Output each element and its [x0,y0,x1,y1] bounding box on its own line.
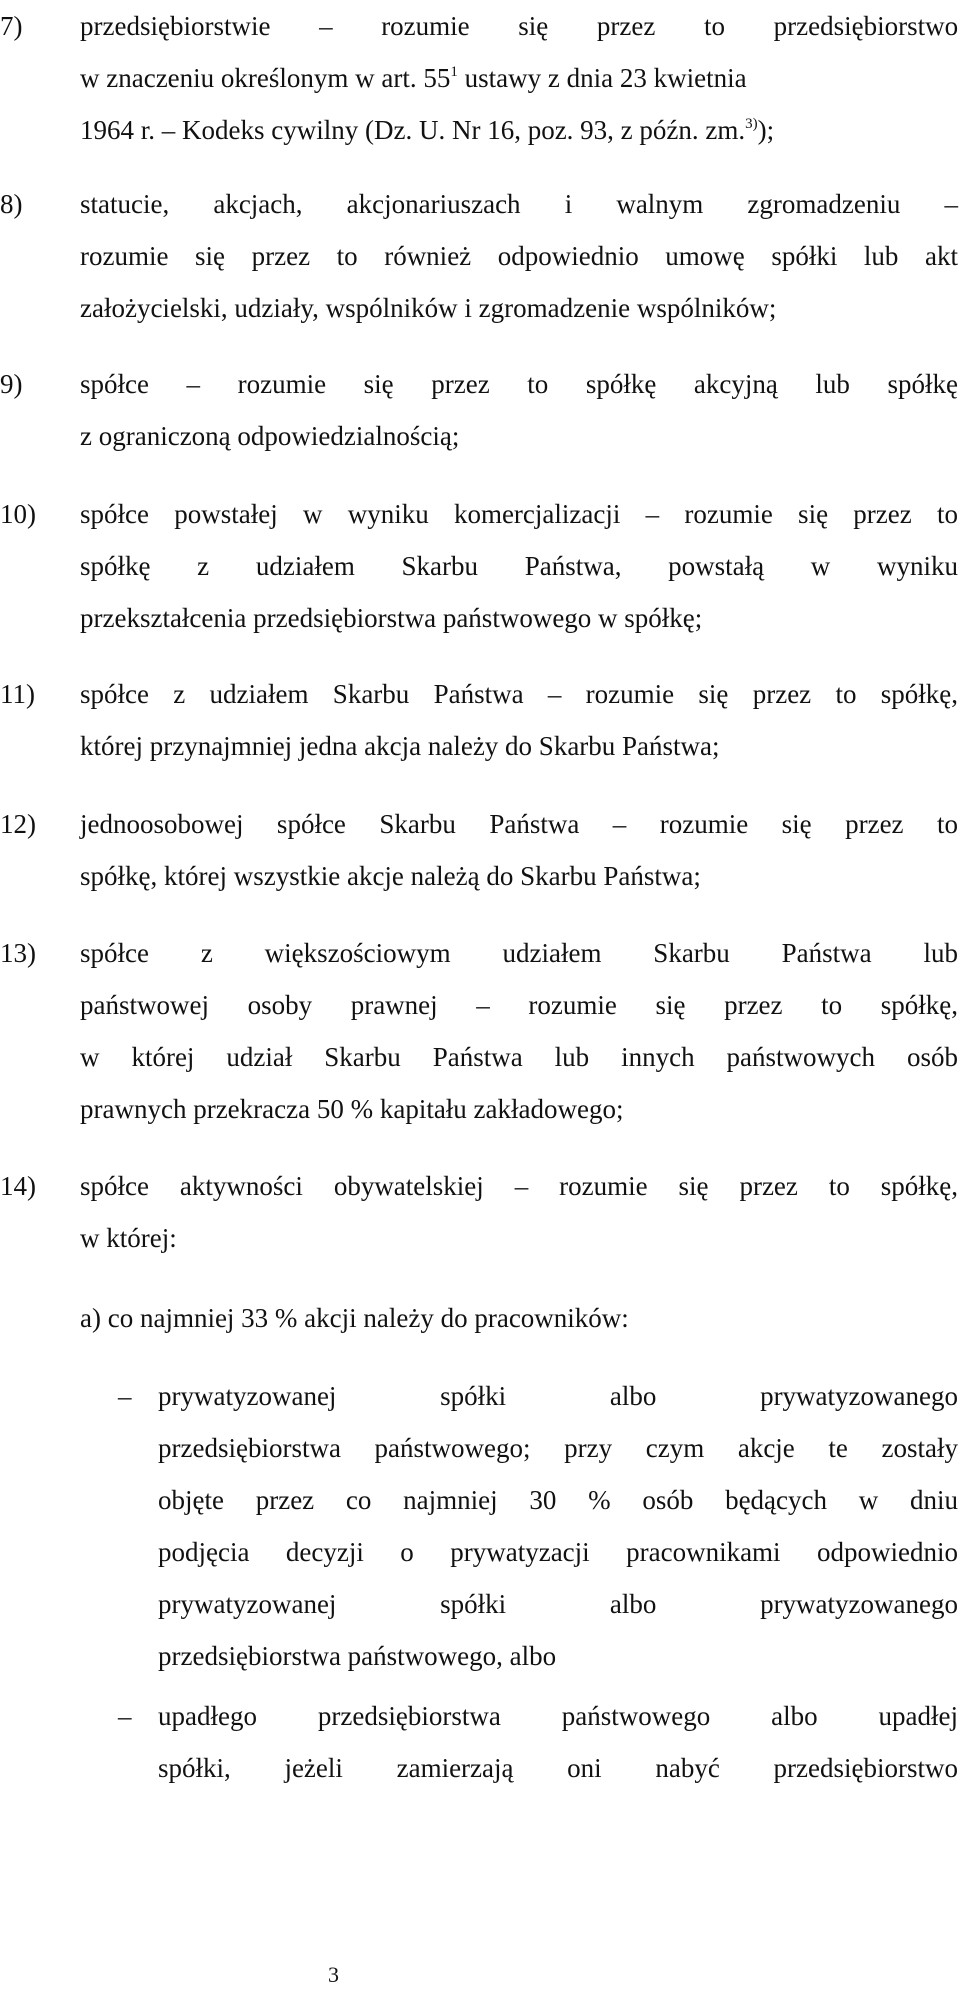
text-line: przedsiębiorstwa państwowego, albo [158,1641,557,1671]
item-text [80,668,958,772]
dash-item-text [158,1370,958,1682]
item-text [80,358,958,462]
text-line: spółce powstałej w wyniku komercjalizacji – rozumie się przez to [80,499,958,529]
text-line: państwowej osoby prawnej – rozumie się przez to spółkę, [80,990,958,1020]
text-line: prywatyzowanej spółki albo prywatyzowanego [158,1589,958,1619]
text-line: której przynajmniej jedna akcja należy do Skarbu Państwa; [80,731,720,761]
item-text [80,927,958,1135]
item-number: 11) [0,679,35,709]
sub-item-a: a) co najmniej 33 % akcji należy do pracowników: [80,1303,629,1333]
page-number: 3 [328,1962,339,1987]
text-line: przekształcenia przedsiębiorstwa państwowego w spółkę; [80,603,703,633]
text-line: objęte przez co najmniej 30 % osób będących w dniu [158,1485,958,1515]
dash-bullet: – [118,1701,132,1731]
text-line: spółce – rozumie się przez to spółkę akcyjną lub spółkę [80,369,958,399]
dash-bullet: – [118,1381,132,1411]
item-number: 8) [0,189,23,219]
text-line: spółki, jeżeli zamierzają oni nabyć przedsiębiorstwo [158,1753,958,1783]
text-line: w której udział Skarbu Państwa lub innych państwowych osób [80,1042,958,1072]
text-line: przedsiębiorstwie – rozumie się przez to przedsiębiorstwo [80,11,959,41]
text-line: spółce aktywności obywatelskiej – rozumie się przez to spółkę, [80,1171,958,1201]
text-line: statucie, akcjach, akcjonariuszach i walnym zgromadzeniu – [80,189,958,219]
item-number: 7) [0,11,23,41]
text-line: rozumie się przez to również odpowiednio umowę spółki lub akt [80,241,958,271]
item-number: 9) [0,369,23,399]
item-number: 13) [0,938,36,968]
text-line: w znaczeniu określonym w art. $55^1$ ustawy z dnia 23 kwietnia [80,63,747,93]
text-line: z ograniczoną odpowiedzialnością; [80,421,460,451]
dash-item-text [158,1690,958,1794]
text-line: jednoosobowej spółce Skarbu Państwa – rozumie się przez to [80,809,958,839]
superscript: 1 [450,64,458,80]
text-line: 1964 r. – Kodeks cywilny (Dz. U. Nr 16, poz. 93, z późn. zm.$^{3)}$); [80,115,775,145]
item-text [80,178,958,334]
text-line: spółkę, której wszystkie akcje należą do Skarbu Państwa; [80,861,701,891]
text-line: spółkę z udziałem Skarbu Państwa, powstałą w wyniku [80,551,958,581]
item-number: 14) [0,1171,36,1201]
text-line: prywatyzowanej spółki albo prywatyzowanego [158,1381,958,1411]
text-line: prawnych przekracza 50 % kapitału zakładowego; [80,1094,624,1124]
item-text [80,488,958,644]
item-text [80,798,958,902]
text-line: upadłego przedsiębiorstwa państwowego albo upadłej [158,1701,958,1731]
item-number: 10) [0,499,36,529]
item-number: 12) [0,809,36,839]
text-line: w której: [80,1223,177,1253]
item-text [80,1160,958,1264]
text-line: podjęcia decyzji o prywatyzacji pracownikami odpowiednio [158,1537,958,1567]
footnote-ref: 3) [745,116,758,132]
item-text [80,0,958,156]
text-line: spółce z udziałem Skarbu Państwa – rozumie się przez to spółkę, [80,679,958,709]
text-line: przedsiębiorstwa państwowego; przy czym akcje te zostały [158,1433,958,1463]
text-line: założycielski, udziały, wspólników i zgromadzenie wspólników; [80,293,777,323]
text-line: spółce z większościowym udziałem Skarbu Państwa lub [80,938,958,968]
